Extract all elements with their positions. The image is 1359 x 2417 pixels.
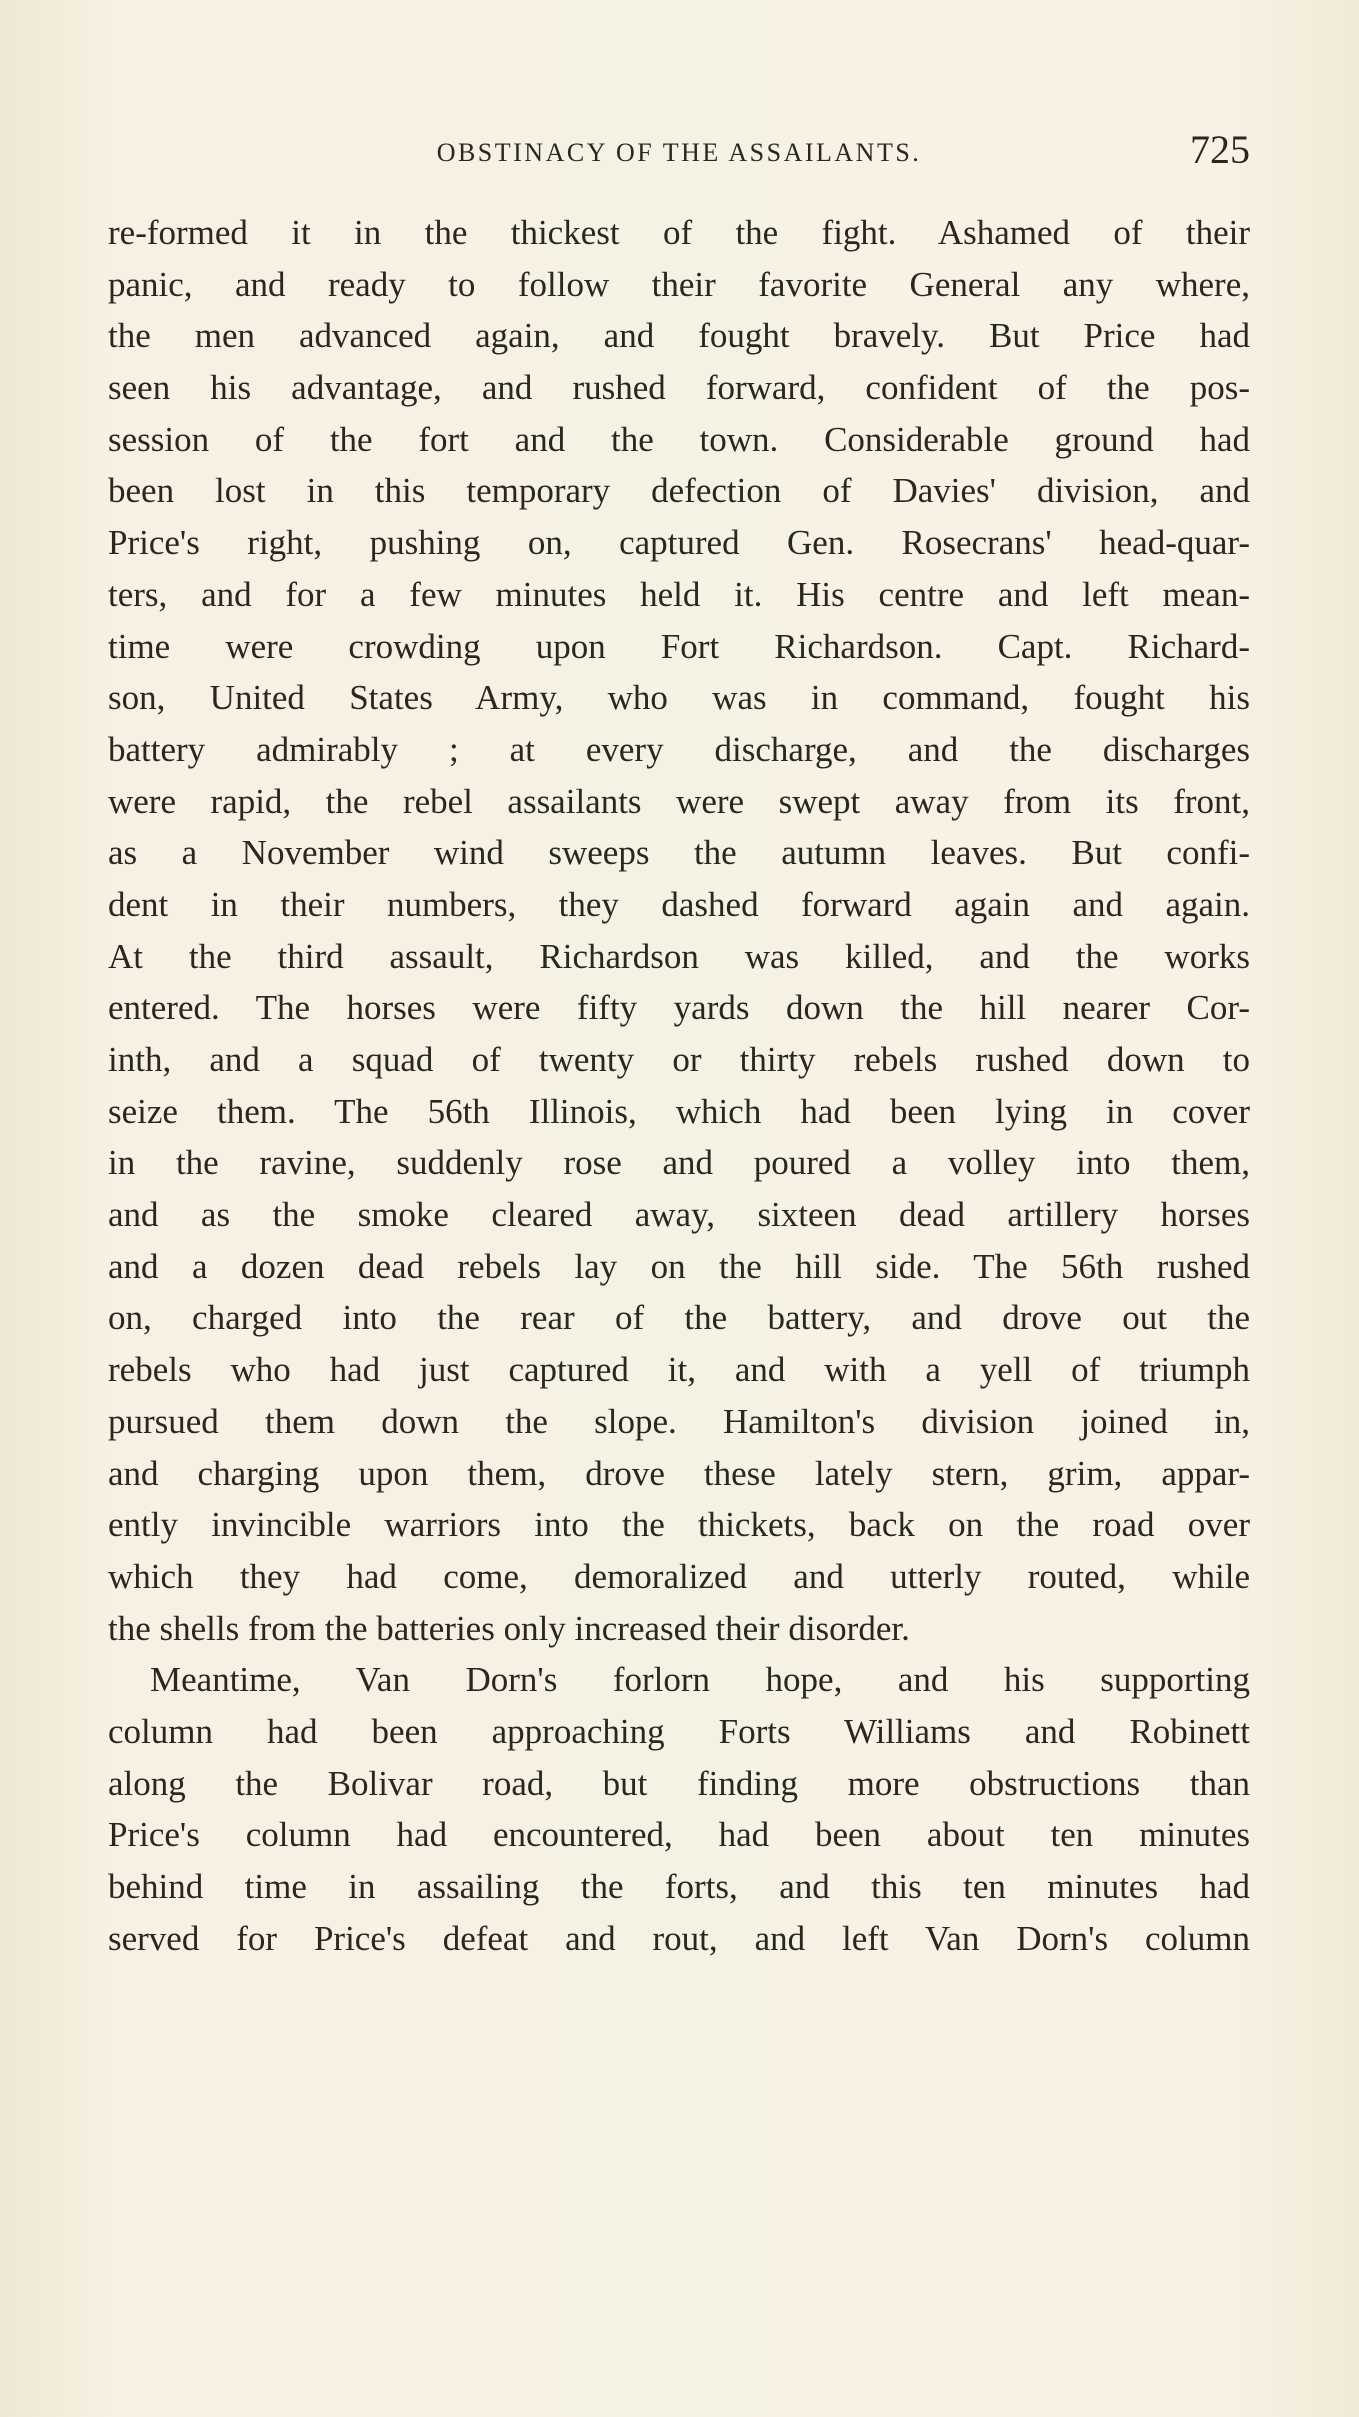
- text-line: panic, and ready to follow their favorite General any where,: [108, 264, 1250, 304]
- text-line: inth, and a squad of twenty or thirty rebels rushed down to: [108, 1040, 1250, 1079]
- running-head: [108, 122, 1250, 182]
- text-line: served for Price's defeat and rout, and left Van Dorn's column: [108, 1918, 1250, 1958]
- text-line: along the Bolivar road, but finding more obstructions than: [108, 1763, 1250, 1803]
- text-line: ters, and for a few minutes held it. His centre and left mean-: [108, 574, 1250, 614]
- text-line: session of the fort and the town. Considerable ground had: [108, 419, 1250, 459]
- text-line: were rapid, the rebel assailants were swept away from its front,: [108, 781, 1250, 821]
- text-line: battery admirably ; at every discharge, and the discharges: [108, 729, 1250, 769]
- text-line: pursued them down the slope. Hamilton's division joined in,: [108, 1401, 1250, 1441]
- page-number: 725: [1190, 127, 1250, 172]
- text-line: dent in their numbers, they dashed forward again and again.: [108, 884, 1250, 924]
- text-line: ently invincible warriors into the thickets, back on the road over: [108, 1505, 1250, 1545]
- text-line: Meantime, Van Dorn's forlorn hope, and his supporting: [150, 1660, 1250, 1700]
- paragraph-1: [108, 207, 1250, 1654]
- text-line: Price's right, pushing on, captured Gen. Rosecrans' head-quar-: [108, 523, 1250, 563]
- running-head-title: OBSTINACY OF THE ASSAILANTS.: [436, 138, 922, 167]
- text-line: time were crowding upon Fort Richardson. Capt. Richard-: [108, 626, 1250, 666]
- text-line: At the third assault, Richardson was killed, and the works: [108, 936, 1250, 976]
- text-line: seen his advantage, and rushed forward, confident of the pos-: [108, 368, 1250, 408]
- text-line: entered. The horses were fifty yards down the hill nearer Cor-: [108, 988, 1250, 1028]
- text-line: seize them. The 56th Illinois, which had been lying in cover: [108, 1091, 1250, 1131]
- text-line: column had been approaching Forts Williams and Robinett: [108, 1711, 1250, 1751]
- text-line: been lost in this temporary defection of Davies' division, and: [108, 471, 1250, 511]
- text-line: as a November wind sweeps the autumn leaves. But confi-: [108, 833, 1250, 873]
- text-line: rebels who had just captured it, and with a yell of triumph: [108, 1350, 1250, 1390]
- text-line: and charging upon them, drove these lately stern, grim, appar-: [108, 1453, 1250, 1493]
- text-line: and as the smoke cleared away, sixteen dead artillery horses: [108, 1195, 1250, 1235]
- text-line: and a dozen dead rebels lay on the hill side. The 56th rushed: [108, 1246, 1250, 1286]
- text-line: on, charged into the rear of the battery, and drove out the: [108, 1298, 1250, 1338]
- text-line: which they had come, demoralized and utterly routed, while: [108, 1556, 1250, 1596]
- text-line: the men advanced again, and fought bravely. But Price had: [108, 316, 1250, 356]
- text-line: re-formed it in the thickest of the fight. Ashamed of their: [108, 213, 1250, 252]
- text-line: Price's column had encountered, had been about ten minutes: [108, 1815, 1250, 1855]
- body-text: [108, 207, 1250, 1964]
- text-line: the shells from the batteries only increased their disorder.: [108, 1608, 910, 1648]
- text-line: son, United States Army, who was in command, fought his: [108, 678, 1250, 718]
- paragraph-2: [108, 1654, 1250, 1964]
- text-line: behind time in assailing the forts, and this ten minutes had: [108, 1867, 1250, 1906]
- text-line: in the ravine, suddenly rose and poured a volley into them,: [108, 1143, 1250, 1183]
